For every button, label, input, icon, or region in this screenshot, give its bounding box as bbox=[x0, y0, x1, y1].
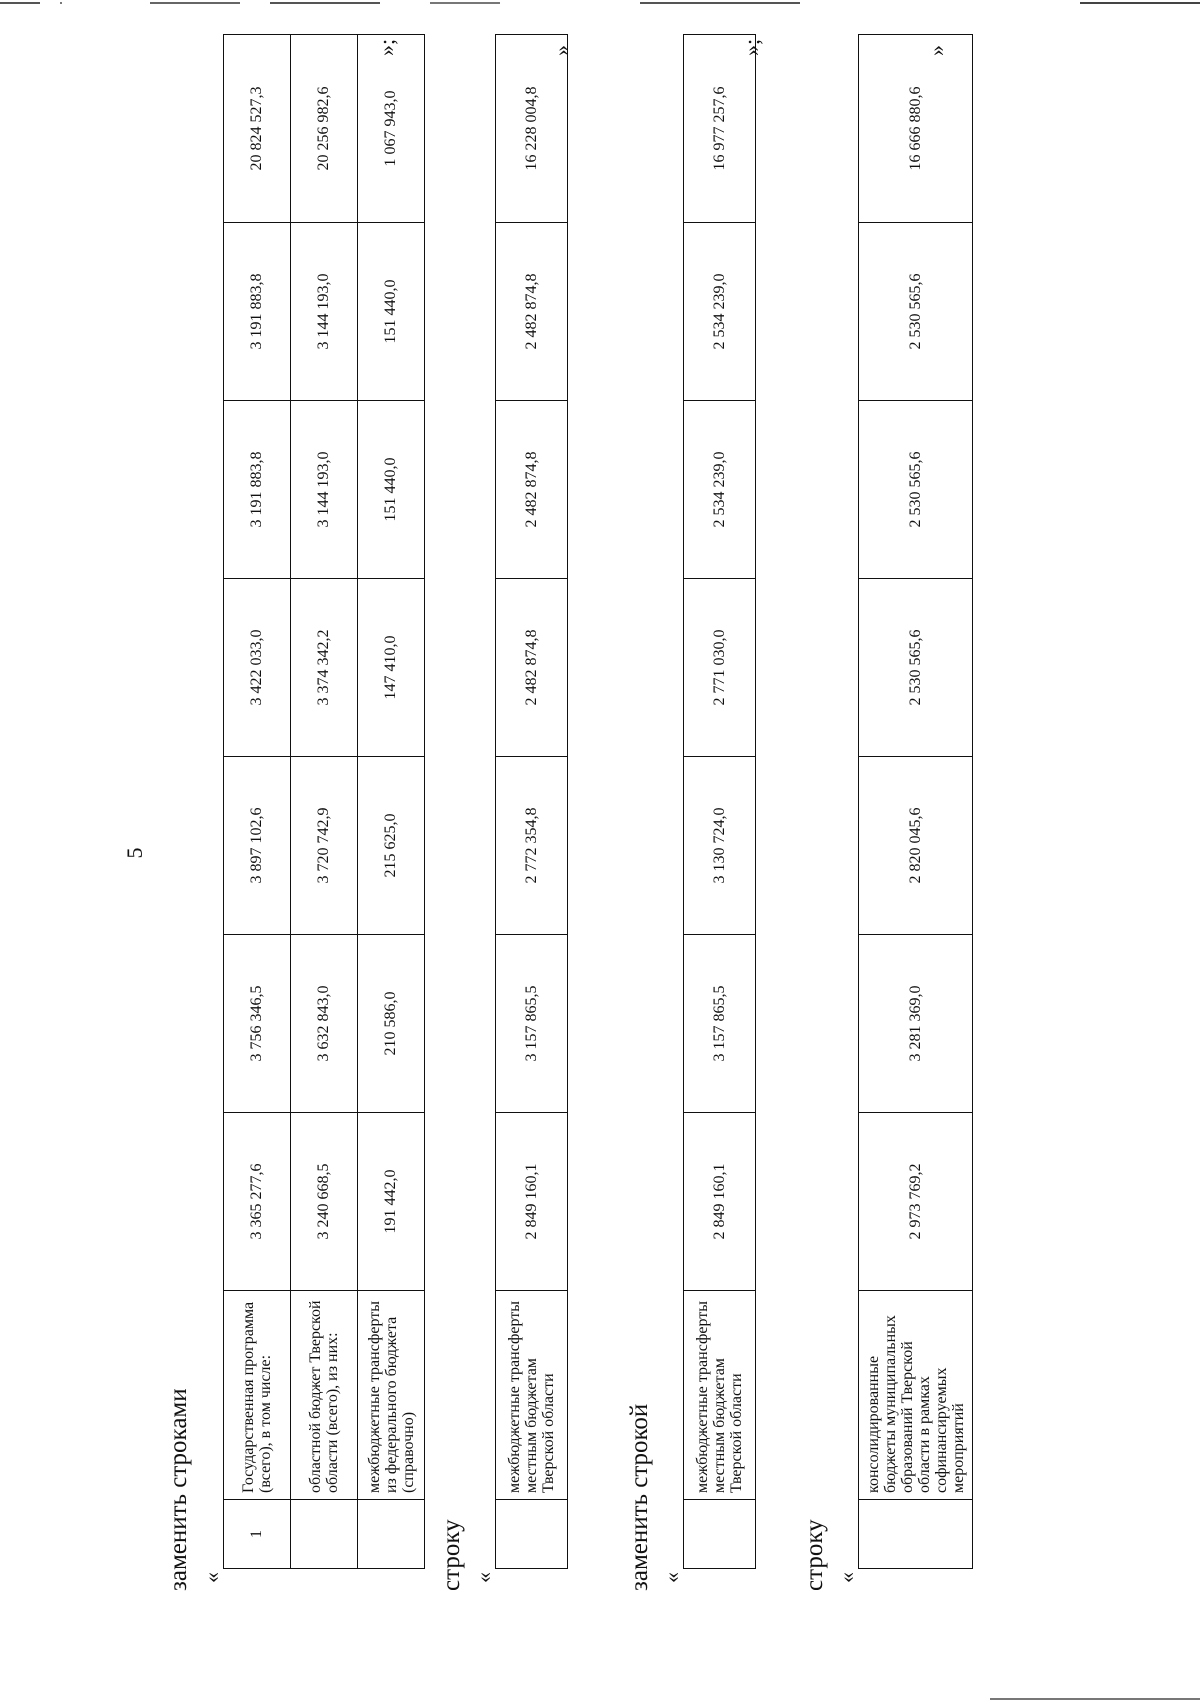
section-label-replace-row: заменить строкой bbox=[626, 1403, 653, 1591]
value-cell: 3 365 277,6 bbox=[224, 1113, 291, 1291]
value-cell-total: 16 666 880,6 bbox=[859, 35, 973, 223]
row-name: консолидированные бюджеты муниципальных образований Тверской области в рамках софинансируемых мероприятий bbox=[859, 1291, 973, 1500]
table-replace-rows bbox=[223, 34, 425, 1569]
row-number bbox=[291, 1500, 358, 1569]
close-quote: »; bbox=[739, 38, 764, 56]
value-cell: 2 482 874,8 bbox=[496, 223, 568, 401]
table-row bbox=[496, 35, 568, 1569]
rotated-document-content bbox=[150, 38, 1050, 1591]
close-quote: » bbox=[924, 45, 949, 56]
open-quote: « bbox=[199, 1572, 224, 1583]
row-number bbox=[358, 1500, 425, 1569]
scan-artifact-top bbox=[0, 2, 1200, 4]
section-label-row: строку bbox=[438, 1519, 465, 1591]
scan-artifact-bottom bbox=[990, 1698, 1200, 1700]
value-cell: 3 897 102,6 bbox=[224, 757, 291, 935]
table-row-new bbox=[683, 34, 756, 1569]
open-quote: « bbox=[659, 1572, 684, 1583]
value-cell: 2 771 030,0 bbox=[684, 579, 756, 757]
page-number: 5 bbox=[122, 847, 147, 859]
value-cell-total: 20 824 527,3 bbox=[224, 35, 291, 223]
value-cell: 3 130 724,0 bbox=[684, 757, 756, 935]
value-cell: 191 442,0 bbox=[358, 1113, 425, 1291]
table-row bbox=[859, 35, 973, 1569]
value-cell: 2 530 565,6 bbox=[859, 223, 973, 401]
value-cell: 3 422 033,0 bbox=[224, 579, 291, 757]
value-cell: 2 849 160,1 bbox=[684, 1113, 756, 1291]
open-quote: « bbox=[834, 1572, 859, 1583]
value-cell: 151 440,0 bbox=[358, 401, 425, 579]
value-cell-total: 20 256 982,6 bbox=[291, 35, 358, 223]
table-row bbox=[684, 35, 756, 1569]
value-cell-total: 1 067 943,0 bbox=[358, 35, 425, 223]
value-cell: 3 191 883,8 bbox=[224, 401, 291, 579]
value-cell: 2 530 565,6 bbox=[859, 401, 973, 579]
table-row-old bbox=[495, 34, 568, 1569]
value-cell: 3 374 342,2 bbox=[291, 579, 358, 757]
value-cell: 2 534 239,0 bbox=[684, 223, 756, 401]
value-cell-total: 16 977 257,6 bbox=[684, 35, 756, 223]
row-number bbox=[684, 1500, 756, 1569]
open-quote: « bbox=[471, 1572, 496, 1583]
value-cell: 3 157 865,5 bbox=[496, 935, 568, 1113]
value-cell: 2 482 874,8 bbox=[496, 401, 568, 579]
value-cell: 3 144 193,0 bbox=[291, 401, 358, 579]
table-row-consolidated bbox=[858, 34, 973, 1569]
table-row bbox=[291, 35, 358, 1569]
value-cell: 151 440,0 bbox=[358, 223, 425, 401]
value-cell: 2 534 239,0 bbox=[684, 401, 756, 579]
row-number bbox=[496, 1500, 568, 1569]
value-cell: 2 820 045,6 bbox=[859, 757, 973, 935]
value-cell: 3 756 346,5 bbox=[224, 935, 291, 1113]
table-row bbox=[224, 35, 291, 1569]
close-quote: »; bbox=[374, 38, 399, 56]
value-cell: 147 410,0 bbox=[358, 579, 425, 757]
value-cell: 2 482 874,8 bbox=[496, 579, 568, 757]
table-row bbox=[358, 35, 425, 1569]
value-cell: 3 281 369,0 bbox=[859, 935, 973, 1113]
row-number bbox=[859, 1500, 973, 1569]
row-number: 1 bbox=[224, 1500, 291, 1569]
value-cell: 3 240 668,5 bbox=[291, 1113, 358, 1291]
value-cell: 2 973 769,2 bbox=[859, 1113, 973, 1291]
close-quote: » bbox=[549, 45, 574, 56]
row-name: межбюджетные трансферты местным бюджетам Тверской области bbox=[496, 1291, 568, 1500]
value-cell: 3 144 193,0 bbox=[291, 223, 358, 401]
row-name: Государственная программа (всего), в том числе: bbox=[224, 1291, 291, 1500]
value-cell: 3 191 883,8 bbox=[224, 223, 291, 401]
section-label-row: строку bbox=[801, 1519, 828, 1591]
value-cell-total: 16 228 004,8 bbox=[496, 35, 568, 223]
section-label-replace-rows: заменить строками bbox=[165, 1388, 192, 1591]
row-name: межбюджетные трансферты из федерального бюджета (справочно) bbox=[358, 1291, 425, 1500]
value-cell: 210 586,0 bbox=[358, 935, 425, 1113]
value-cell: 3 632 843,0 bbox=[291, 935, 358, 1113]
value-cell: 2 530 565,6 bbox=[859, 579, 973, 757]
value-cell: 3 720 742,9 bbox=[291, 757, 358, 935]
row-name: межбюджетные трансферты местным бюджетам Тверской области bbox=[684, 1291, 756, 1500]
row-name: областной бюджет Тверской области (всего), из них: bbox=[291, 1291, 358, 1500]
value-cell: 2 849 160,1 bbox=[496, 1113, 568, 1291]
value-cell: 3 157 865,5 bbox=[684, 935, 756, 1113]
value-cell: 215 625,0 bbox=[358, 757, 425, 935]
value-cell: 2 772 354,8 bbox=[496, 757, 568, 935]
